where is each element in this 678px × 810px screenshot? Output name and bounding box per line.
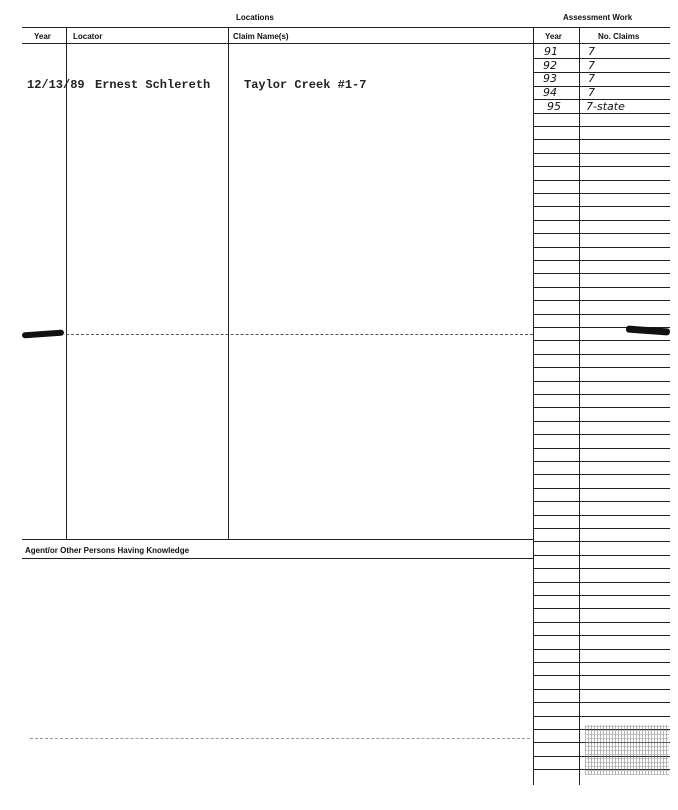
assessment-row-line <box>533 608 670 609</box>
col-aw-claims-header: No. Claims <box>598 32 640 41</box>
assessment-row-line <box>533 689 670 690</box>
assessment-row-line <box>533 113 670 114</box>
assessment-row-line <box>533 488 670 489</box>
aw-year-0: 91 <box>544 45 558 58</box>
entry-date: 12/13/89 <box>27 78 85 92</box>
assessment-row-line <box>533 635 670 636</box>
col-year-header: Year <box>34 32 51 41</box>
aw-claims-0: 7 <box>588 45 595 58</box>
aw-year-3: 94 <box>543 86 557 99</box>
assessment-row-line <box>533 528 670 529</box>
bottom-faint-line <box>30 738 530 739</box>
assessment-row-line <box>533 555 670 556</box>
assessment-row-line <box>533 139 670 140</box>
entry-claim-name: Taylor Creek #1-7 <box>244 78 367 92</box>
assessment-row-line <box>533 622 670 623</box>
col-claim-names-header: Claim Name(s) <box>233 32 289 41</box>
assessment-row-line <box>533 501 670 502</box>
assessment-row-line <box>533 407 670 408</box>
aw-claims-2: 7 <box>588 72 595 85</box>
assessment-row-line <box>533 394 670 395</box>
aw-claims-4: 7-state <box>586 100 625 113</box>
aw-year-1: 92 <box>543 59 557 72</box>
col-locator-header: Locator <box>73 32 103 41</box>
top-rule <box>22 27 670 28</box>
assessment-row-line <box>533 675 670 676</box>
assessment-row-line <box>533 474 670 475</box>
assessment-row-line <box>533 340 670 341</box>
assessment-row-line <box>533 541 670 542</box>
aw-claims-3: 7 <box>588 86 595 99</box>
assessment-row-line <box>533 582 670 583</box>
assessment-row-line <box>533 461 670 462</box>
divider-claims-aw-year <box>533 27 534 785</box>
locations-bottom-rule <box>22 539 533 540</box>
divider-year-locator <box>66 27 67 539</box>
scan-noise <box>585 725 669 775</box>
col-aw-year-header: Year <box>545 32 562 41</box>
assessment-row-line <box>533 702 670 703</box>
assessment-row-line <box>533 180 670 181</box>
assessment-row-line <box>533 260 670 261</box>
aw-claims-1: 7 <box>588 59 595 72</box>
header-bottom-rule <box>22 43 670 44</box>
assessment-row-line <box>533 354 670 355</box>
left-edge-mark <box>22 330 64 339</box>
agent-label: Agent/or Other Persons Having Knowledge <box>25 546 190 555</box>
assessment-row-line <box>533 126 670 127</box>
assessment-row-line <box>533 193 670 194</box>
divider-aw-year-claims <box>579 27 580 785</box>
assessment-row-line <box>533 662 670 663</box>
assessment-row-line <box>533 716 670 717</box>
assessment-row-line <box>533 166 670 167</box>
assessment-row-line <box>533 568 670 569</box>
assessment-row-line <box>533 421 670 422</box>
assessment-row-line <box>533 381 670 382</box>
assessment-row-line <box>533 434 670 435</box>
assessment-row-line <box>533 649 670 650</box>
assessment-row-line <box>533 86 670 87</box>
assessment-row-line <box>533 273 670 274</box>
assessment-row-line <box>533 153 670 154</box>
agent-label-rule <box>22 558 533 559</box>
assessment-row-line <box>533 314 670 315</box>
mid-dashed-line <box>66 334 533 335</box>
assessment-row-line <box>533 287 670 288</box>
assessment-row-line <box>533 99 670 100</box>
assessment-row-line <box>533 595 670 596</box>
entry-locator: Ernest Schlereth <box>95 78 211 92</box>
assessment-row-line <box>533 233 670 234</box>
assessment-row-line <box>533 367 670 368</box>
assessment-row-line <box>533 206 670 207</box>
locations-title: Locations <box>236 13 274 22</box>
assessment-row-line <box>533 515 670 516</box>
assessment-row-line <box>533 247 670 248</box>
assessment-work-title: Assessment Work <box>563 13 633 22</box>
assessment-row-line <box>533 220 670 221</box>
aw-year-4: 95 <box>547 100 561 113</box>
assessment-row-line <box>533 72 670 73</box>
assessment-row-line <box>533 58 670 59</box>
aw-year-2: 93 <box>543 72 557 85</box>
divider-locator-claims <box>228 27 229 539</box>
assessment-row-line <box>533 448 670 449</box>
assessment-row-line <box>533 300 670 301</box>
